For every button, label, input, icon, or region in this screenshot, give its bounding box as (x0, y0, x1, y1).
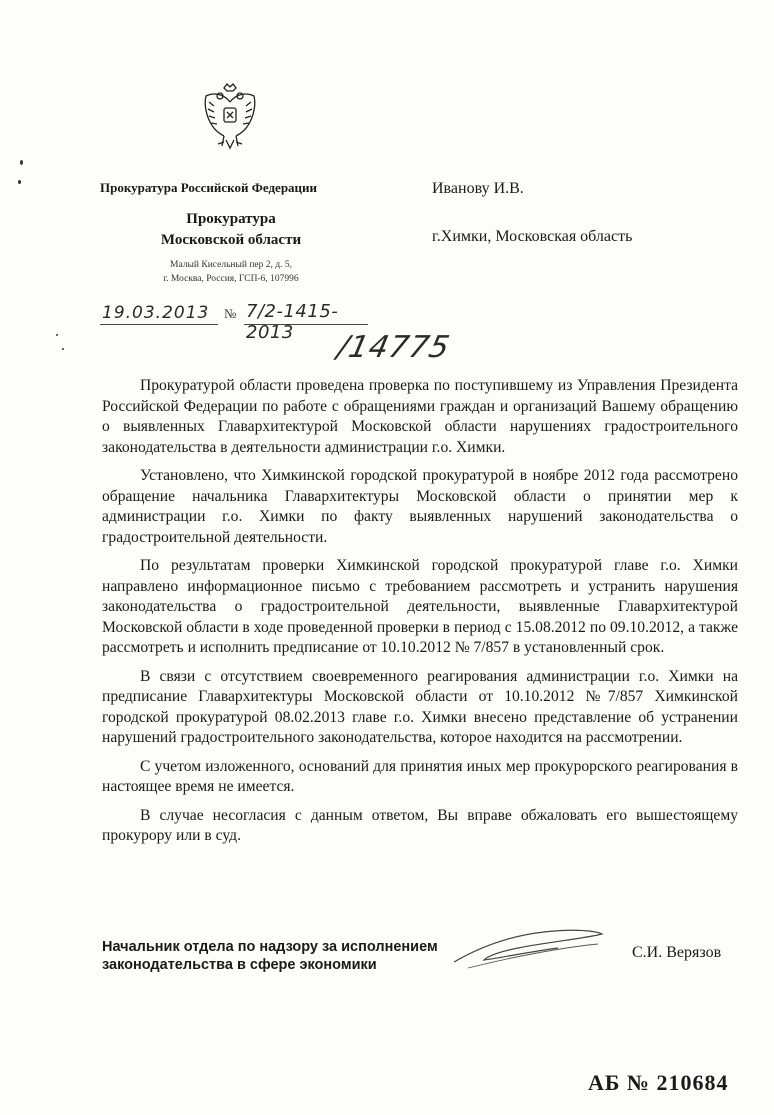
org-address (100, 258, 362, 286)
paragraph-6: В случае несогласия с данным ответом, Вы вправе обжаловать его вышестоящему прокурору или в суд. (102, 806, 738, 844)
date-underline (100, 324, 218, 325)
org-address-line-1: Малый Кисельный пер 2, д. 5, (170, 260, 292, 270)
org-address-line-2: г. Москва, Россия, ГСП-6, 107996 (163, 274, 299, 284)
signer-name: С.И. Верязов (632, 944, 722, 961)
scan-speck (18, 180, 21, 184)
signatory-title-line-2: законодательства в сфере экономики (102, 957, 377, 973)
paragraph-4: В связи с отсутствием своевременного реагирования администрации г.о. Химки на предписание Главархитектуры Московской области от 10.10.2012 №7/857 Химкинской городской прокуратурой 08.02.2013 главе г.о. Химки внесено представление об устранении нарушений градостроительного законодательства, которое находится на рассмотрении. (102, 667, 738, 746)
scan-speck (56, 334, 58, 336)
incoming-number: /14775 (334, 330, 454, 365)
org-name-line-2: Московской области (160, 232, 302, 248)
paragraph-2: Установлено, что Химкинской городской прокуратурой в ноябре 2012 года рассмотрено обращение начальника Главархитектуры Московской области о принятии мер к администрации г.о. Химки по факту выявленных нарушений законодательства о градостроительной деятельности. (102, 467, 738, 546)
letter-body (102, 376, 738, 855)
org-name-line-1: Прокуратура (186, 211, 276, 227)
double-headed-eagle-icon (198, 82, 262, 152)
recipient-city: г.Химки, Московская область (432, 228, 633, 245)
scan-speck (20, 160, 23, 165)
form-serial-number: АБ № 210684 (588, 1070, 729, 1095)
paragraph-3: По результатам проверки Химкинской городской прокуратурой главе г.о. Химки направлено информационное письмо с требованием рассмотреть и устранить нарушения законодательства о градостроительной деятельности, выявленные Главархитектурой Московской области в ходе проведенной проверки в период с 15.08.2012 по 09.10.2012, а также рассмотреть и исполнить предписание от 10.10.2012 № 7/857 в установленный срок. (102, 557, 738, 656)
paragraph-5: С учетом изложенного, оснований для принятия иных мер прокурорского реагирования в настоящее время не имеется. (102, 757, 738, 795)
registration-number: 7/2-1415-2013 (246, 301, 339, 343)
signatory-title (102, 938, 438, 974)
signatory-title-line-1: Начальник отдела по надзору за исполнением (102, 939, 438, 955)
registration-line (100, 301, 370, 343)
org-header: Прокуратура Российской Федерации (100, 180, 318, 195)
number-sign: № (224, 306, 237, 321)
paragraph-1: Прокуратурой области проведена проверка по поступившему из Управления Президента Российской Федерации по работе с обращениями граждан и организаций Вашему обращению о выявленных Главархитектурой Московской области нарушениях градостроительного законодательства в деятельности администрации г.о. Химки. (102, 377, 738, 456)
scan-speck (62, 348, 64, 350)
number-underline (244, 324, 368, 325)
recipient-name: Иванову И.В. (432, 180, 524, 197)
registration-date: 19.03.2013 (102, 303, 210, 323)
org-name (100, 209, 362, 251)
handwritten-signature-icon (448, 918, 608, 978)
